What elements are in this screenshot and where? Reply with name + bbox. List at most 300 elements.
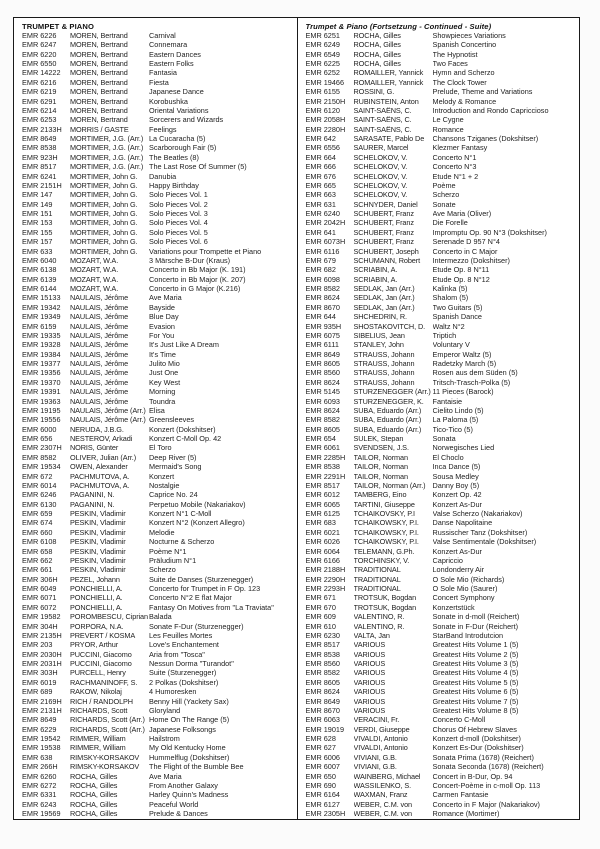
piece-title: Harley Quinn's Madness bbox=[149, 790, 229, 800]
composer-name: MORTIMER, John G. bbox=[70, 209, 138, 219]
catalog-number: EMR 8538 bbox=[305, 462, 340, 472]
composer-name: NAULAIS, Jérôme bbox=[70, 368, 129, 378]
composer-name: SCRIABIN, A. bbox=[353, 274, 398, 284]
catalog-row bbox=[306, 312, 578, 321]
catalog-number: EMR 6040 bbox=[22, 255, 57, 265]
catalog-row bbox=[22, 190, 295, 199]
catalog-row bbox=[22, 500, 295, 509]
piece-title: Toundra bbox=[149, 396, 176, 406]
piece-title: Etude N°1 + 2 bbox=[432, 171, 479, 181]
catalog-number: EMR 6093 bbox=[305, 396, 340, 406]
composer-name: SCHUBERT, Franz bbox=[353, 227, 414, 237]
piece-title: Concert-Poème in c-moll Op. 113 bbox=[432, 780, 541, 790]
piece-title: Showpieces Variations bbox=[432, 30, 506, 40]
composer-name: MORTIMER, John G. bbox=[70, 227, 138, 237]
catalog-row bbox=[22, 143, 295, 152]
catalog-number: EMR 6116 bbox=[305, 246, 340, 256]
catalog-row bbox=[306, 593, 578, 602]
catalog-number: EMR 19019 bbox=[305, 724, 345, 734]
catalog-row bbox=[306, 518, 578, 527]
composer-name: MORTIMER, John G. bbox=[70, 237, 138, 247]
catalog-row bbox=[306, 181, 578, 190]
piece-title: Sorcerers and Wizards bbox=[149, 115, 224, 125]
catalog-number: EMR 6159 bbox=[22, 321, 57, 331]
piece-title: From Another Galaxy bbox=[149, 780, 218, 790]
piece-title: Chorus Of Hebrew Slaves bbox=[432, 724, 517, 734]
catalog-row bbox=[22, 809, 295, 818]
catalog-row bbox=[22, 265, 295, 274]
composer-name: MORTIMER, John G. bbox=[70, 190, 138, 200]
catalog-row bbox=[22, 640, 295, 649]
composer-name: ROCHA, Gilles bbox=[353, 59, 401, 69]
piece-title: La Cucaracha (5) bbox=[149, 134, 206, 144]
catalog-number: EMR 2188H bbox=[305, 565, 346, 575]
catalog-number: EMR 19538 bbox=[22, 743, 61, 753]
piece-title: Love's Enchantement bbox=[149, 640, 219, 650]
composer-name: STRAUSS, Johann bbox=[353, 377, 415, 387]
piece-title: Konzert As-Dur bbox=[432, 546, 482, 556]
catalog-number: EMR 6214 bbox=[22, 105, 57, 115]
catalog-row bbox=[306, 378, 578, 387]
piece-title: Sousa Medley bbox=[432, 471, 479, 481]
composer-name: WASSILENKO, S. bbox=[353, 780, 412, 790]
catalog-row bbox=[22, 68, 295, 77]
piece-title: 3 Märsche B-Dur (Kraus) bbox=[149, 255, 231, 265]
composer-name: ROCHA, Gilles bbox=[70, 790, 118, 800]
catalog-row bbox=[22, 762, 295, 771]
composer-name: MOZART, W.A. bbox=[70, 255, 119, 265]
piece-title: Poème bbox=[432, 180, 456, 190]
catalog-row bbox=[22, 631, 295, 640]
catalog-row bbox=[22, 115, 295, 124]
catalog-number: EMR 5145 bbox=[305, 387, 340, 397]
catalog-number: EMR 638 bbox=[22, 752, 53, 762]
piece-title: Caprice No. 24 bbox=[149, 490, 198, 500]
composer-name: SCHELOKOV, V. bbox=[353, 190, 408, 200]
catalog-row bbox=[22, 97, 295, 106]
catalog-number: EMR 6260 bbox=[22, 771, 57, 781]
composer-name: STRAUSS, Johann bbox=[353, 359, 415, 369]
piece-title: Fantasia bbox=[149, 68, 177, 78]
catalog-row bbox=[22, 575, 295, 584]
piece-title: Inca Dance (5) bbox=[432, 462, 481, 472]
composer-name: TCHAIKOWSKY, P.I. bbox=[353, 527, 419, 537]
catalog-row bbox=[22, 172, 295, 181]
piece-title: Fantasy On Motives from "La Traviata" bbox=[149, 602, 274, 612]
catalog-number: EMR 6026 bbox=[305, 537, 340, 547]
catalog-number: EMR 157 bbox=[22, 237, 53, 247]
composer-name: PESKIN, Vladimir bbox=[70, 546, 126, 556]
catalog-number: EMR 2305H bbox=[305, 809, 346, 819]
piece-title: Kalinka (5) bbox=[432, 284, 468, 294]
piece-title: Radetzky March (5) bbox=[432, 359, 497, 369]
catalog-row bbox=[22, 715, 295, 724]
catalog-number: EMR 2290H bbox=[305, 574, 346, 584]
piece-title: Klezmer Fantasy bbox=[432, 143, 488, 153]
piece-title: Sonate in F-Dur (Reichert) bbox=[432, 621, 519, 631]
catalog-number: EMR 6130 bbox=[22, 499, 57, 509]
composer-name: MOREN, Bertrand bbox=[70, 105, 128, 115]
catalog-row bbox=[22, 547, 295, 556]
piece-title: Concerto in Bb Major (K. 191) bbox=[149, 265, 246, 275]
piece-title: Ave Maria bbox=[149, 771, 182, 781]
composer-name: VARIOUS bbox=[353, 696, 386, 706]
catalog-row bbox=[306, 87, 578, 96]
composer-name: TAILOR, Norman (Arr.) bbox=[353, 480, 426, 490]
catalog-row bbox=[306, 31, 578, 40]
piece-title: Connemara bbox=[149, 40, 188, 50]
piece-title: Cielito Lindo (5) bbox=[432, 405, 484, 415]
catalog-row bbox=[22, 603, 295, 612]
composer-name: NAULAIS, Jérôme (Arr.) bbox=[70, 415, 146, 425]
composer-name: NAULAIS, Jérôme bbox=[70, 321, 129, 331]
piece-title: Hymn and Scherzo bbox=[432, 68, 495, 78]
catalog-row bbox=[22, 678, 295, 687]
catalog-number: EMR 8582 bbox=[305, 415, 340, 425]
piece-title: Konzert N°2 (Konzert Allegro) bbox=[149, 518, 245, 528]
catalog-number: EMR 149 bbox=[22, 199, 53, 209]
catalog-row bbox=[306, 537, 578, 546]
composer-name: OWEN, Alexander bbox=[70, 462, 128, 472]
catalog-row bbox=[306, 387, 578, 396]
piece-title: Konzert N°1 C-Moll bbox=[149, 509, 212, 519]
catalog-row bbox=[22, 209, 295, 218]
catalog-number: EMR 6075 bbox=[305, 330, 340, 340]
composer-name: TCHAIKOVSKY, P.I bbox=[353, 509, 415, 519]
piece-title: Le Cygne bbox=[432, 115, 464, 125]
catalog-row bbox=[22, 725, 295, 734]
catalog-number: EMR 672 bbox=[22, 471, 53, 481]
catalog-number: EMR 2291H bbox=[305, 471, 346, 481]
catalog-row bbox=[306, 725, 578, 734]
catalog-row bbox=[306, 209, 578, 218]
composer-name: MOZART, W.A. bbox=[70, 274, 119, 284]
catalog-number: EMR 6549 bbox=[305, 49, 340, 59]
catalog-row bbox=[306, 715, 578, 724]
composer-name: PONCHIELLI, A. bbox=[70, 593, 123, 603]
catalog-row bbox=[22, 697, 295, 706]
catalog-row bbox=[22, 584, 295, 593]
piece-title: Norwegisches Lied bbox=[432, 443, 495, 453]
catalog-number: EMR 151 bbox=[22, 209, 53, 219]
catalog-number: EMR 6000 bbox=[22, 424, 57, 434]
catalog-number: EMR 670 bbox=[305, 602, 336, 612]
piece-title: Morning bbox=[149, 387, 176, 397]
composer-name: VERDI, Giuseppe bbox=[353, 724, 410, 734]
catalog-row bbox=[306, 687, 578, 696]
catalog-row bbox=[22, 106, 295, 115]
catalog-number: EMR 8517 bbox=[305, 640, 340, 650]
piece-title: Concerto in F Major (Nakariakov) bbox=[432, 799, 540, 809]
catalog-number: EMR 8605 bbox=[305, 424, 340, 434]
catalog-row bbox=[306, 743, 578, 752]
piece-title: Ave Maria (Oliver) bbox=[432, 209, 492, 219]
catalog-number: EMR 8605 bbox=[305, 359, 340, 369]
catalog-row bbox=[22, 481, 295, 490]
catalog-row bbox=[306, 397, 578, 406]
catalog-row bbox=[22, 284, 295, 293]
catalog-row bbox=[306, 322, 578, 331]
piece-title: El Toro bbox=[149, 443, 172, 453]
catalog-number: EMR 2133H bbox=[22, 124, 62, 134]
catalog-row bbox=[22, 256, 295, 265]
composer-name: RICHARDS, Scott bbox=[70, 705, 128, 715]
catalog-number: EMR 8624 bbox=[305, 405, 340, 415]
catalog-row bbox=[22, 800, 295, 809]
piece-title: Two Faces bbox=[432, 59, 468, 69]
catalog-number: EMR 6108 bbox=[22, 537, 57, 547]
catalog-number: EMR 19335 bbox=[22, 330, 61, 340]
piece-title: Intermezzo (Dokshitser) bbox=[432, 255, 510, 265]
catalog-number: EMR 19569 bbox=[22, 809, 61, 819]
piece-title: Danse Napolitaine bbox=[432, 518, 493, 528]
catalog-number: EMR 19363 bbox=[22, 396, 61, 406]
catalog-row bbox=[22, 387, 295, 396]
piece-title: Rosen aus dem Süden (5) bbox=[432, 368, 518, 378]
catalog-row bbox=[22, 743, 295, 752]
composer-name: RIMMER, William bbox=[70, 734, 126, 744]
catalog-row bbox=[22, 181, 295, 190]
catalog-row bbox=[306, 331, 578, 340]
piece-title: The Last Rose Of Summer (5) bbox=[149, 162, 247, 172]
catalog-number: EMR 2030H bbox=[22, 649, 62, 659]
catalog-row bbox=[22, 706, 295, 715]
catalog-number: EMR 656 bbox=[22, 434, 53, 444]
composer-name: PESKIN, Vladimir bbox=[70, 527, 126, 537]
catalog-number: EMR 6014 bbox=[22, 480, 57, 490]
catalog-number: EMR 6012 bbox=[305, 490, 340, 500]
catalog-number: EMR 304H bbox=[22, 621, 58, 631]
composer-name: RUBINSTEIN, Anton bbox=[353, 96, 419, 106]
piece-title: Concerto C-Moll bbox=[432, 715, 486, 725]
catalog-number: EMR 6253 bbox=[22, 115, 57, 125]
piece-title: 4 Humoresken bbox=[149, 687, 197, 697]
composer-name: TAMBERG, Eino bbox=[353, 490, 407, 500]
catalog-row bbox=[306, 734, 578, 743]
catalog-number: EMR 6155 bbox=[305, 87, 340, 97]
composer-name: SCHUBERT, Franz bbox=[353, 237, 414, 247]
composer-name: WEBER, C.M. von bbox=[353, 799, 413, 809]
catalog-row bbox=[22, 528, 295, 537]
catalog-row bbox=[306, 153, 578, 162]
piece-title: Just One bbox=[149, 368, 179, 378]
catalog-row bbox=[306, 584, 578, 593]
catalog-row bbox=[22, 565, 295, 574]
catalog-row bbox=[306, 190, 578, 199]
catalog-row bbox=[22, 125, 295, 134]
piece-title: Capriccio bbox=[432, 555, 463, 565]
piece-title: Emperor Waltz (5) bbox=[432, 349, 492, 359]
piece-title: Sonate bbox=[432, 199, 456, 209]
piece-title: Melodie bbox=[149, 527, 175, 537]
composer-name: VARIOUS bbox=[353, 659, 386, 669]
piece-title: Key West bbox=[149, 377, 181, 387]
composer-name: MOREN, Bertrand bbox=[70, 30, 128, 40]
piece-title: Romance bbox=[432, 124, 464, 134]
composer-name: SUBA, Eduardo (Arr.) bbox=[353, 415, 422, 425]
catalog-row bbox=[306, 134, 578, 143]
piece-title: Konzert C-Moll Op. 42 bbox=[149, 434, 222, 444]
catalog-number: EMR 6272 bbox=[22, 780, 57, 790]
catalog-number: EMR 2307H bbox=[22, 443, 62, 453]
composer-name: SCHNYDER, Daniel bbox=[353, 199, 418, 209]
catalog-number: EMR 19370 bbox=[22, 377, 61, 387]
piece-title: Evasion bbox=[149, 321, 175, 331]
piece-title: Nessun Dorma "Turandot" bbox=[149, 659, 234, 669]
piece-title: Happy Birthday bbox=[149, 180, 199, 190]
composer-name: RICHARDS, Scott (Arr.) bbox=[70, 715, 145, 725]
piece-title: O Sole Mio (Richards) bbox=[432, 574, 505, 584]
composer-name: PONCHIELLI, A. bbox=[70, 584, 123, 594]
catalog-number: EMR 6098 bbox=[305, 274, 340, 284]
composer-name: PURCELL, Henry bbox=[70, 668, 126, 678]
catalog-number: EMR 662 bbox=[22, 555, 53, 565]
catalog-number: EMR 664 bbox=[305, 152, 336, 162]
composer-name: SAINT-SAËNS, C. bbox=[353, 115, 412, 125]
catalog-number: EMR 6139 bbox=[22, 274, 57, 284]
composer-name: WAINBERG, Michael bbox=[353, 771, 421, 781]
piece-title: Londonderry Air bbox=[432, 565, 485, 575]
catalog-number: EMR 671 bbox=[305, 593, 336, 603]
catalog-row bbox=[22, 200, 295, 209]
catalog-number: EMR 6127 bbox=[305, 799, 340, 809]
piece-title: Balada bbox=[149, 612, 172, 622]
catalog-row bbox=[22, 668, 295, 677]
piece-title: Suite (Sturzenegger) bbox=[149, 668, 217, 678]
composer-name: SCHELOKOV, V. bbox=[353, 152, 408, 162]
catalog-number: EMR 6556 bbox=[305, 143, 340, 153]
piece-title: Tritsch-Trasch-Polka (5) bbox=[432, 377, 511, 387]
catalog-number: EMR 8517 bbox=[22, 162, 57, 172]
composer-name: VARIOUS bbox=[353, 649, 386, 659]
catalog-row bbox=[22, 59, 295, 68]
catalog-number: EMR 650 bbox=[305, 771, 336, 781]
catalog-number: EMR 19328 bbox=[22, 340, 61, 350]
piece-title: Sonata bbox=[432, 434, 456, 444]
composer-name: NAULAIS, Jérôme (Arr.) bbox=[70, 405, 146, 415]
composer-name: ROCHA, Gilles bbox=[353, 49, 401, 59]
catalog-row bbox=[306, 425, 578, 434]
catalog-row bbox=[306, 200, 578, 209]
catalog-number: EMR 15133 bbox=[22, 293, 61, 303]
composer-name: PESKIN, Vladimir bbox=[70, 537, 126, 547]
catalog-row bbox=[306, 237, 578, 246]
catalog-number: EMR 8582 bbox=[305, 668, 340, 678]
composer-name: STURZENEGGER (Arr.) bbox=[353, 387, 431, 397]
catalog-row bbox=[22, 781, 295, 790]
composer-name: MORTIMER, John G. bbox=[70, 199, 138, 209]
catalog-row bbox=[306, 265, 578, 274]
catalog-row bbox=[306, 68, 578, 77]
right-rows bbox=[306, 31, 578, 819]
catalog-number: EMR 6138 bbox=[22, 265, 57, 275]
catalog-number: EMR 631 bbox=[305, 199, 336, 209]
catalog-number: EMR 19466 bbox=[305, 77, 345, 87]
piece-title: Spanish Concertino bbox=[432, 40, 497, 50]
composer-name: SUBA, Eduardo (Arr.) bbox=[353, 424, 422, 434]
catalog-row bbox=[306, 697, 578, 706]
composer-name: MORTIMER, J.G. (Arr.) bbox=[70, 162, 144, 172]
piece-title: Two Guitars (5) bbox=[432, 302, 483, 312]
composer-name: ROCHA, Gilles bbox=[70, 799, 118, 809]
piece-title: Concerto N°2 E flat Major bbox=[149, 593, 232, 603]
catalog-row bbox=[306, 143, 578, 152]
composer-name: SAINT-SAËNS, C. bbox=[353, 105, 412, 115]
piece-title: Solo Pieces Vol. 3 bbox=[149, 209, 208, 219]
catalog-number: EMR 8649 bbox=[305, 349, 340, 359]
catalog-row bbox=[306, 650, 578, 659]
composer-name: RACHMANINOFF, S. bbox=[70, 677, 138, 687]
composer-name: TAILOR, Norman bbox=[353, 452, 408, 462]
catalog-row bbox=[22, 434, 295, 443]
piece-title: Introduction and Rondo Capriccioso bbox=[432, 105, 549, 115]
catalog-number: EMR 19582 bbox=[22, 612, 61, 622]
piece-title: Korobushka bbox=[149, 96, 188, 106]
piece-title: Greatest Hits Volume 5 (5) bbox=[432, 677, 519, 687]
piece-title: The Flight of the Bumble Bee bbox=[149, 762, 244, 772]
catalog-number: EMR 679 bbox=[305, 255, 336, 265]
piece-title: Deep River (5) bbox=[149, 452, 197, 462]
catalog-row bbox=[306, 640, 578, 649]
piece-title: Concerto in G Major (K.216) bbox=[149, 284, 241, 294]
catalog-number: EMR 8649 bbox=[305, 696, 340, 706]
composer-name: SCRIABIN, A. bbox=[353, 265, 398, 275]
catalog-row bbox=[22, 237, 295, 246]
catalog-row bbox=[306, 772, 578, 781]
composer-name: SCHUBERT, Franz bbox=[353, 218, 414, 228]
catalog-number: EMR 19556 bbox=[22, 415, 61, 425]
composer-name: TCHAIKOWSKY, P.I. bbox=[353, 537, 419, 547]
catalog-number: EMR 303H bbox=[22, 668, 58, 678]
catalog-number: EMR 627 bbox=[305, 743, 336, 753]
composer-name: STANLEY, John bbox=[353, 340, 404, 350]
catalog-number: EMR 6251 bbox=[305, 30, 340, 40]
catalog-row bbox=[22, 415, 295, 424]
composer-name: MOREN, Bertrand bbox=[70, 49, 128, 59]
composer-name: MOREN, Bertrand bbox=[70, 68, 128, 78]
catalog-row bbox=[306, 706, 578, 715]
composer-name: PORPORA, N.A. bbox=[70, 621, 124, 631]
piece-title: Solo Pieces Vol. 2 bbox=[149, 199, 208, 209]
catalog-number: EMR 19356 bbox=[22, 368, 61, 378]
piece-title: Eastern Dances bbox=[149, 49, 201, 59]
piece-title: Concert in B-Dur, Op. 94 bbox=[432, 771, 513, 781]
catalog-row bbox=[306, 106, 578, 115]
catalog-number: EMR 6019 bbox=[22, 677, 57, 687]
composer-name: PUCCINI, Giacomo bbox=[70, 649, 132, 659]
piece-title: Scherzo bbox=[149, 565, 176, 575]
composer-name: TCHAIKOWSKY, P.I. bbox=[353, 518, 419, 528]
composer-name: PONCHIELLI, A. bbox=[70, 602, 123, 612]
catalog-row bbox=[22, 790, 295, 799]
catalog-number: EMR 2285H bbox=[305, 452, 346, 462]
catalog-row bbox=[306, 547, 578, 556]
catalog-row bbox=[22, 228, 295, 237]
composer-name: PACHMUTOVA, A. bbox=[70, 480, 130, 490]
catalog-number: EMR 8605 bbox=[305, 677, 340, 687]
piece-title: Voluntary V bbox=[432, 340, 470, 350]
piece-title: Danny Boy (5) bbox=[432, 480, 480, 490]
piece-title: Greensleeves bbox=[149, 415, 195, 425]
composer-name: ROCHA, Gilles bbox=[70, 771, 118, 781]
catalog-row bbox=[306, 556, 578, 565]
composer-name: PACHMUTOVA, A. bbox=[70, 471, 130, 481]
composer-name: MORRIS / GASTE bbox=[70, 124, 129, 134]
composer-name: SCHELOKOV, V. bbox=[353, 162, 408, 172]
catalog-row bbox=[306, 162, 578, 171]
catalog-row bbox=[306, 622, 578, 631]
catalog-number: EMR 8582 bbox=[305, 284, 340, 294]
